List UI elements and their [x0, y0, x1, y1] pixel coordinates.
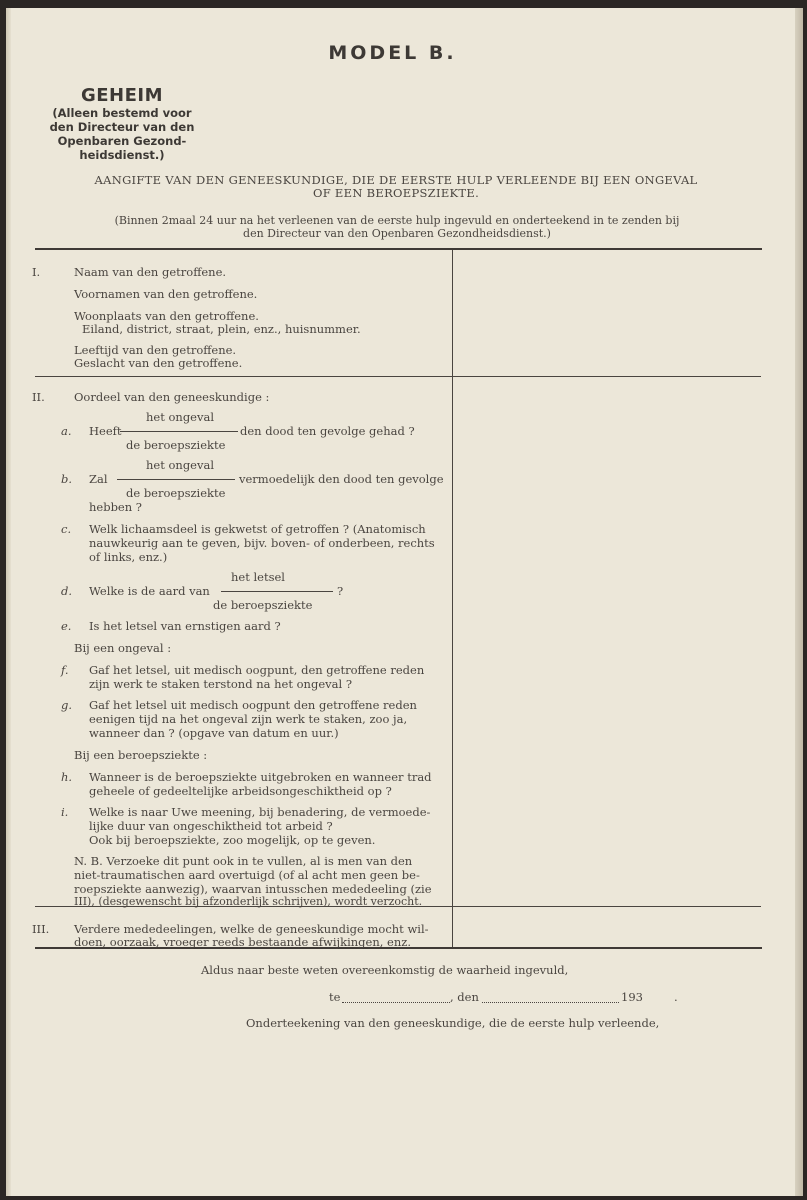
- question-text: Welke is de aard van: [89, 584, 210, 598]
- item-letter: f.: [61, 663, 69, 677]
- signature-field[interactable]: [246, 1034, 666, 1094]
- form-title: [46, 174, 746, 200]
- section-divider: [35, 376, 761, 377]
- question-text: vermoedelijk den dood ten gevolge: [239, 472, 444, 486]
- signature-label: Onderteekening van den geneeskundige, die de eerste hulp verleende,: [246, 1016, 660, 1030]
- question-text: den dood ten gevolge gehad ?: [240, 424, 415, 438]
- instructions-line: (Binnen 2maal 24 uur na het verleenen van de eerste hulp ingevuld en onderteekend in te zenden bij: [114, 214, 680, 227]
- item-letter: h.: [61, 770, 73, 784]
- secret-title: GEHEIM: [80, 85, 164, 106]
- secret-note-line: heidsdienst.): [79, 148, 165, 162]
- field-label: Woonplaats van den getroffene.: [74, 309, 259, 323]
- answer-field-section-1[interactable]: [454, 251, 760, 375]
- form-instructions: [52, 214, 742, 240]
- item-letter: a.: [61, 424, 72, 438]
- question-text: hebben ?: [89, 500, 142, 514]
- secret-note-line: den Directeur van den: [49, 120, 195, 134]
- model-label: MODEL B.: [328, 42, 457, 64]
- answer-field-section-2[interactable]: [454, 378, 760, 905]
- nb-note: III), (desgewenscht bij afzonderlijk schrijven), wordt verzocht.: [74, 895, 423, 908]
- question-text: nauwkeurig aan te geven, bijv. boven- of onderbeen, rechts: [89, 536, 435, 550]
- section-2-intro: Oordeel van den geneeskundige :: [74, 390, 270, 404]
- question-text: ?: [337, 584, 344, 598]
- question-text: Welke is naar Uwe meening, bij benadering, de vermoede-: [89, 805, 431, 819]
- column-divider: [452, 250, 453, 947]
- question-text: of links, enz.): [89, 550, 168, 564]
- secret-block: [32, 85, 212, 162]
- field-label: Geslacht van den getroffene.: [74, 356, 243, 370]
- page-edge-right: [795, 8, 803, 1196]
- choice-option: het ongeval: [146, 410, 215, 424]
- form-title-line: AANGIFTE VAN DEN GENEESKUNDIGE, DIE DE EERSTE HULP VERLEENDE BIJ EEN ONGEVAL: [94, 173, 698, 187]
- page-edge-left: [6, 8, 11, 1196]
- item-letter: e.: [61, 619, 72, 633]
- item-letter: b.: [61, 472, 73, 486]
- date-period: .: [674, 990, 678, 1004]
- choice-option: de beroepsziekte: [126, 486, 226, 500]
- date-field[interactable]: [482, 994, 619, 1003]
- nb-note: roepsziekte aanwezig), waarvan intusschen mededeeling (zie: [74, 882, 432, 896]
- question-text: wanneer dan ? (opgave van datum en uur.): [89, 726, 339, 740]
- secret-note-line: (Alleen bestemd voor: [52, 106, 192, 120]
- choice-rule: [221, 591, 333, 592]
- section-2-number: II.: [32, 390, 45, 404]
- section-3-number: III.: [32, 922, 50, 936]
- choice-option: het ongeval: [146, 458, 215, 472]
- choice-option: de beroepsziekte: [213, 598, 313, 612]
- question-text: Is het letsel van ernstigen aard ?: [89, 619, 281, 633]
- year-prefix: 193: [621, 990, 643, 1004]
- section-1-number: I.: [32, 265, 41, 279]
- item-letter: i.: [61, 805, 69, 819]
- item-letter: c.: [61, 522, 72, 536]
- question-text: Heeft: [89, 424, 122, 438]
- subheader-accident: Bij een ongeval :: [74, 641, 172, 655]
- field-label: Naam van den getroffene.: [74, 265, 227, 279]
- question-text: zijn werk te staken terstond na het ongeval ?: [89, 677, 352, 691]
- item-letter: d.: [61, 584, 73, 598]
- item-letter: g.: [61, 698, 73, 712]
- question-text: eenigen tijd na het ongeval zijn werk te staken, zoo ja,: [89, 712, 408, 726]
- section-3-text: doen, oorzaak, vroeger reeds bestaande afwijkingen, enz.: [74, 935, 411, 949]
- choice-rule: [117, 479, 235, 480]
- form-page: [6, 8, 803, 1196]
- place-field[interactable]: [342, 994, 450, 1003]
- question-text: lijke duur van ongeschiktheid tot arbeid ?: [89, 819, 333, 833]
- field-label: Leeftijd van den getroffene.: [74, 343, 237, 357]
- question-text: Gaf het letsel uit medisch oogpunt den getroffene reden: [89, 698, 417, 712]
- question-text: Welk lichaamsdeel is gekwetst of getroffen ? (Anatomisch: [89, 522, 426, 536]
- choice-option: de beroepsziekte: [126, 438, 226, 452]
- declaration-text: Aldus naar beste weten overeenkomstig de waarheid ingevuld,: [201, 963, 569, 977]
- nb-note: N. B. Verzoeke dit punt ook in te vullen, al is men van den: [74, 854, 413, 868]
- choice-rule: [120, 431, 238, 432]
- field-hint: Eiland, district, straat, plein, enz., huisnummer.: [82, 322, 361, 336]
- question-text: Gaf het letsel, uit medisch oogpunt, den getroffene reden: [89, 663, 425, 677]
- question-text: geheele of gedeeltelijke arbeidsongeschiktheid op ?: [89, 784, 392, 798]
- subheader-occupational-disease: Bij een beroepsziekte :: [74, 748, 208, 762]
- table-top-rule: [35, 248, 762, 250]
- field-label: Voornamen van den getroffene.: [74, 287, 258, 301]
- question-text: Wanneer is de beroepsziekte uitgebroken en wanneer trad: [89, 770, 432, 784]
- date-label: , den: [450, 990, 479, 1004]
- instructions-line: den Directeur van den Openbaren Gezondheidsdienst.): [243, 227, 551, 240]
- choice-option: het letsel: [231, 570, 285, 584]
- section-3-text: Verdere mededeelingen, welke de geneeskundige mocht wil-: [74, 922, 429, 936]
- answer-field-section-3[interactable]: [454, 908, 760, 946]
- nb-note: niet-traumatischen aard overtuigd (of al acht men geen be-: [74, 868, 420, 882]
- question-text: Zal: [89, 472, 108, 486]
- place-label: te: [329, 990, 341, 1004]
- question-text: Ook bij beroepsziekte, zoo mogelijk, op te geven.: [89, 833, 376, 847]
- secret-note-line: Openbaren Gezond-: [57, 134, 187, 148]
- form-title-line: OF EEN BEROEPSZIEKTE.: [312, 186, 480, 200]
